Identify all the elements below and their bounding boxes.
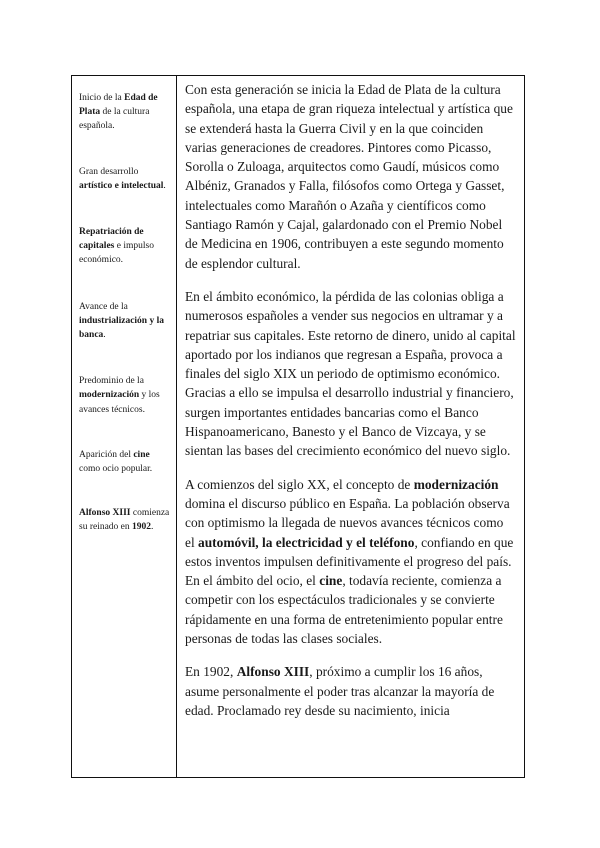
text-run: En 1902, (185, 664, 237, 680)
body-paragraph (185, 80, 516, 273)
body-paragraph (185, 287, 516, 461)
sidebar-note (79, 374, 173, 417)
text-run: Avance de la (79, 301, 128, 312)
bold-text-run: 1902 (132, 522, 152, 533)
text-run: como ocio popular. (79, 464, 153, 475)
text-run: y los avances técnicos. (79, 390, 160, 415)
text-run: e impulso económico. (79, 241, 154, 266)
text-run: Con esta generación se inicia la Edad de Plata de la cultura española, una etapa de gran riqueza intelectual y artística que se extenderá hasta la Guerra Civil y en la que coinciden varias generaciones de creadores. Pintores como Picasso, Sorolla o Zuloaga, arquitectos como Gaudí, músicos como Albéniz, Granados y Falla, filósofos como Ortega y Gasset, intelectuales como Marañón o Azaña y científicos como Santiago Ramón y Cajal, galardonado con el Premio Nobel de Medicina en 1906, contribuyen a este segundo momento de esplendor cultural. (185, 82, 513, 271)
bold-text-run: cine (133, 449, 150, 460)
bold-text-run: industrialización y la banca (79, 315, 164, 341)
bold-text-run: Alfonso XIII (79, 508, 131, 519)
bold-text-run: artístico e intelectual (79, 180, 164, 191)
text-run: Aparición del (79, 449, 134, 460)
text-run: . (163, 180, 166, 191)
text-run: de la cultura española. (79, 107, 150, 132)
sidebar-note (79, 506, 173, 534)
text-run: Predominio de la (79, 376, 144, 387)
text-run: , todavía reciente, comienza a competir con los espectáculos tradicionales y se convierte rápidamente en una forma de entretenimiento popular entre personas de todas las clases sociales. (185, 573, 503, 647)
text-run: , confiando en que estos inventos impulsen definitivamente el progreso del país. En el ámbito del ocio, el (185, 534, 514, 589)
bold-text-run: cine (319, 573, 343, 589)
text-run: comienza su reinado en (79, 508, 170, 533)
sidebar-note (79, 165, 173, 193)
document-table (71, 75, 525, 778)
text-run: En el ámbito económico, la pérdida de las colonias obliga a numerosos españoles a vender sus negocios en ultramar y a repatriar sus capitales. Este retorno de dinero, unido al capital aportado por los indianos que regresan a España, provoca a finales del siglo XIX un periodo de optimismo económico. Gracias a ello se impulsa el desarrollo industrial y financiero, surgen importantes entidades bancarias como el Banco Hispanoamericano, Banesto y el Banco de Vizcaya, y se sientan las bases del crecimiento económico del nuevo siglo. (185, 288, 516, 459)
bold-text-run: Alfonso XIII (236, 664, 310, 680)
sidebar-note (79, 225, 173, 268)
sidebar-note (79, 91, 173, 134)
text-run: . (151, 522, 154, 533)
body-paragraph (185, 475, 516, 649)
text-run: Gran desarrollo (79, 166, 139, 177)
bold-text-run: modernización (413, 476, 499, 492)
text-run: domina el discurso público en España. La población observa con optimismo la llegada de nuevos avances técnicos como el (185, 495, 510, 550)
sidebar-note (79, 448, 173, 476)
bold-text-run: automóvil, la electricidad y el teléfono (198, 534, 415, 550)
text-run: Inicio de la (79, 93, 125, 103)
body-paragraph (185, 662, 516, 720)
bold-text-run: modernización (79, 390, 140, 401)
text-run: . (103, 330, 106, 341)
bold-text-run: Edad de Plata (79, 93, 158, 118)
text-run: , próximo a cumplir los 16 años, asume personalmente el poder tras alcanzar la mayoría de edad. Proclamado rey desde su nacimiento, inicia (185, 664, 495, 718)
bold-text-run: Repatriación de capitales (79, 227, 144, 252)
main-text-column (177, 76, 524, 777)
sidebar-note (79, 300, 173, 343)
text-run: A comienzos del siglo XX, el concepto de (185, 476, 414, 492)
sidebar-notes-column (72, 76, 177, 777)
